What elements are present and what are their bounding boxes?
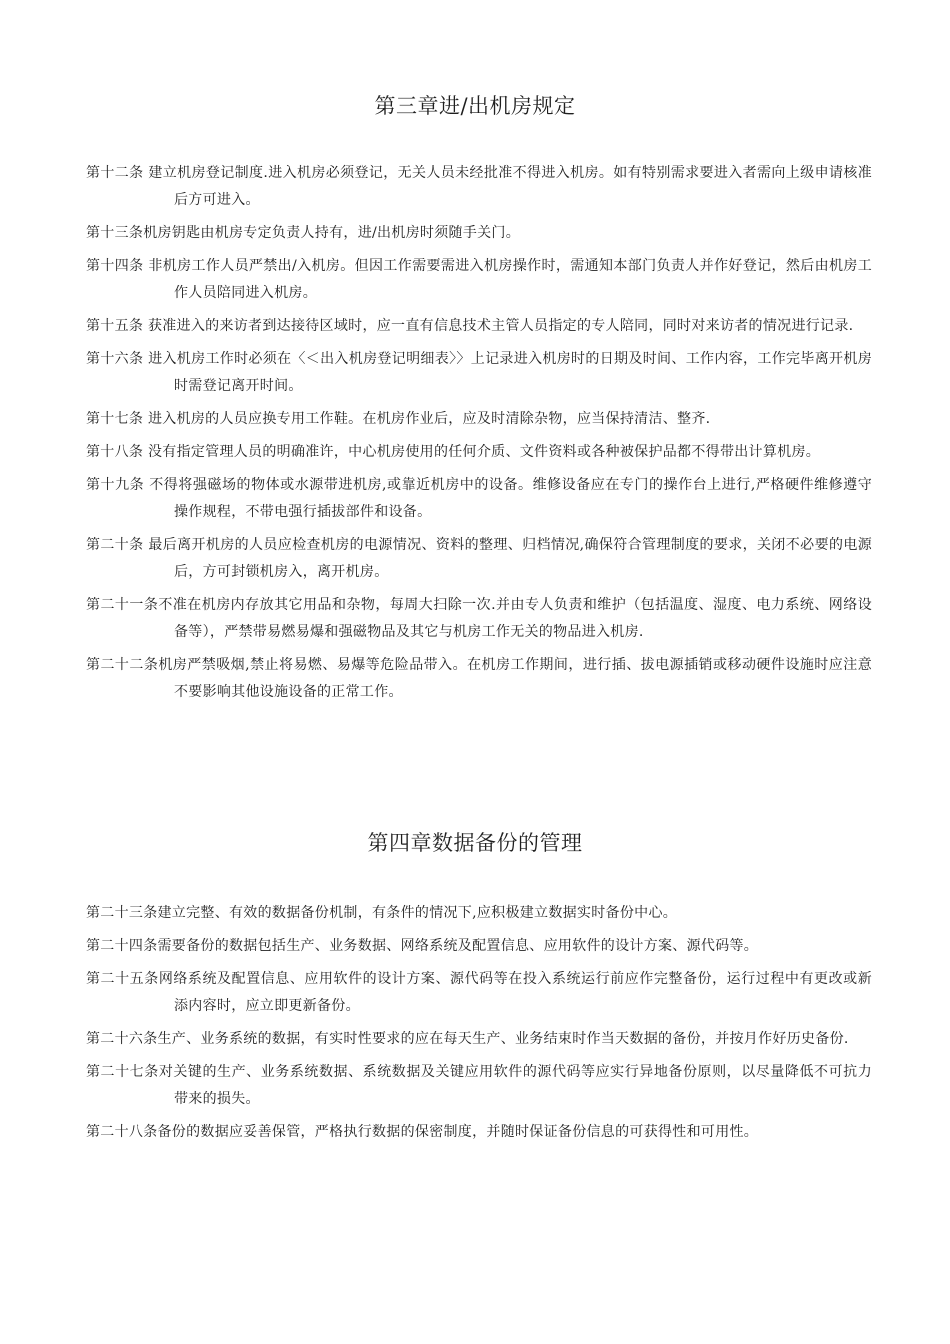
- article-23: [86, 900, 872, 927]
- article-text: 对关键的生产、业务系统数据、系统数据及关键应用软件的源代码等应实行异地备份原则，以尽量降低不可抗力带来的损失。: [158, 1064, 873, 1107]
- article-24: [86, 933, 872, 960]
- article-text: 不准在机房内存放其它用品和杂物，每周大扫除一次.并由专人负责和维护（包括温度、湿度、电力系统、网络设备等），严禁带易燃易爆和强磁物品及其它与机房工作无关的物品进入机房.: [158, 597, 872, 640]
- article-text: 机房严禁吸烟,禁止将易燃、易爆等危险品带入。在机房工作期间，进行插、拔电源插销或移动硬件设施时应注意不要影响其他设施设备的正常工作。: [158, 657, 872, 700]
- article-16: [86, 346, 872, 400]
- article-text: 备份的数据应妥善保管，严格执行数据的保密制度，并随时保证备份信息的可获得性和可用性。: [157, 1124, 759, 1140]
- article-number: 第十九条: [86, 477, 145, 493]
- article-18: [86, 439, 872, 466]
- article-number: 第十八条: [86, 444, 144, 460]
- chapter-4-articles: [86, 900, 872, 1152]
- article-number: 第二十四条: [86, 938, 158, 954]
- article-25: [86, 966, 872, 1020]
- chapter-3-title: 第三章进/出机房规定: [374, 94, 576, 118]
- article-text: 建立机房登记制度.进入机房必须登记，无关人员未经批准不得进入机房。如有特别需求要进入者需向上级申请核准后方可进入。: [143, 165, 872, 208]
- article-20: [86, 532, 872, 586]
- article-text: 生产、业务系统的数据，有实时性要求的应在每天生产、业务结束时作当天数据的备份，并按月作好历史备份.: [157, 1031, 849, 1047]
- chapter-3-articles: [86, 160, 872, 712]
- article-21: [86, 592, 872, 646]
- article-17: [86, 406, 872, 433]
- article-26: [86, 1026, 872, 1053]
- article-number: 第十六条: [86, 351, 144, 367]
- article-text: 进入机房工作时必须在〈＜出入机房登记明细表〉〉上记录进入机房时的日期及时间、工作内容，工作完毕离开机房时需登记离开时间。: [143, 351, 872, 394]
- article-number: 第十五条: [86, 318, 144, 334]
- article-number: 第二十一条: [86, 597, 159, 613]
- chapter-4-title: 第四章数据备份的管理: [367, 831, 583, 855]
- article-number: 第十二条: [86, 165, 144, 181]
- article-22: [86, 652, 872, 706]
- article-number: 第二十七条: [86, 1064, 159, 1080]
- article-text: 没有指定管理人员的明确准许，中心机房使用的任何介质、文件资料或各种被保护品都不得带出计算机房。: [143, 444, 821, 460]
- article-text: 进入机房的人员应换专用工作鞋。在机房作业后，应及时清除杂物，应当保持清洁、整齐.: [143, 411, 711, 427]
- article-text: 获准进入的来访者到达接待区域时，应一直有信息技术主管人员指定的专人陪同，同时对来访者的情况进行记录.: [143, 318, 854, 334]
- article-text: 网络系统及配置信息、应用软件的设计方案、源代码等在投入系统运行前应作完整备份，运行过程中有更改或新添内容时，应立即更新备份。: [158, 971, 873, 1014]
- article-text: 机房钥匙由机房专定负责人持有，进/出机房时须随手关门。: [143, 225, 521, 241]
- article-number: 第十四条: [86, 258, 144, 274]
- article-text: 建立完整、有效的数据备份机制，有条件的情况下,应积极建立数据实时备份中心。: [157, 905, 678, 921]
- article-13: [86, 220, 872, 247]
- article-text: 非机房工作人员严禁出/入机房。但因工作需要需进入机房操作时，需通知本部门负责人并作好登记，然后由机房工作人员陪同进入机房。: [143, 258, 873, 301]
- article-number: 第十三条: [86, 225, 144, 241]
- article-text: 最后离开机房的人员应检查机房的电源情况、资料的整理、归档情况,确保符合管理制度的要求，关闭不必要的电源后，方可封锁机房入，离开机房。: [143, 537, 872, 580]
- article-number: 第二十八条: [86, 1124, 158, 1140]
- article-27: [86, 1059, 872, 1113]
- article-number: 第二十条: [86, 537, 144, 553]
- article-number: 第二十五条: [86, 971, 159, 987]
- article-14: [86, 253, 872, 307]
- article-text: 不得将强磁场的物体或水源带进机房,或靠近机房中的设备。维修设备应在专门的操作台上进行,严格硬件维修遵守操作规程，不带电强行插拔部件和设备。: [144, 477, 873, 520]
- article-28: [86, 1119, 872, 1146]
- article-19: [86, 472, 872, 526]
- article-number: 第二十二条: [86, 657, 159, 673]
- article-number: 第十七条: [86, 411, 144, 427]
- article-number: 第二十六条: [86, 1031, 158, 1047]
- article-15: [86, 313, 872, 340]
- article-number: 第二十三条: [86, 905, 158, 921]
- article-12: [86, 160, 872, 214]
- article-text: 需要备份的数据包括生产、业务数据、网络系统及配置信息、应用软件的设计方案、源代码等。: [157, 938, 759, 954]
